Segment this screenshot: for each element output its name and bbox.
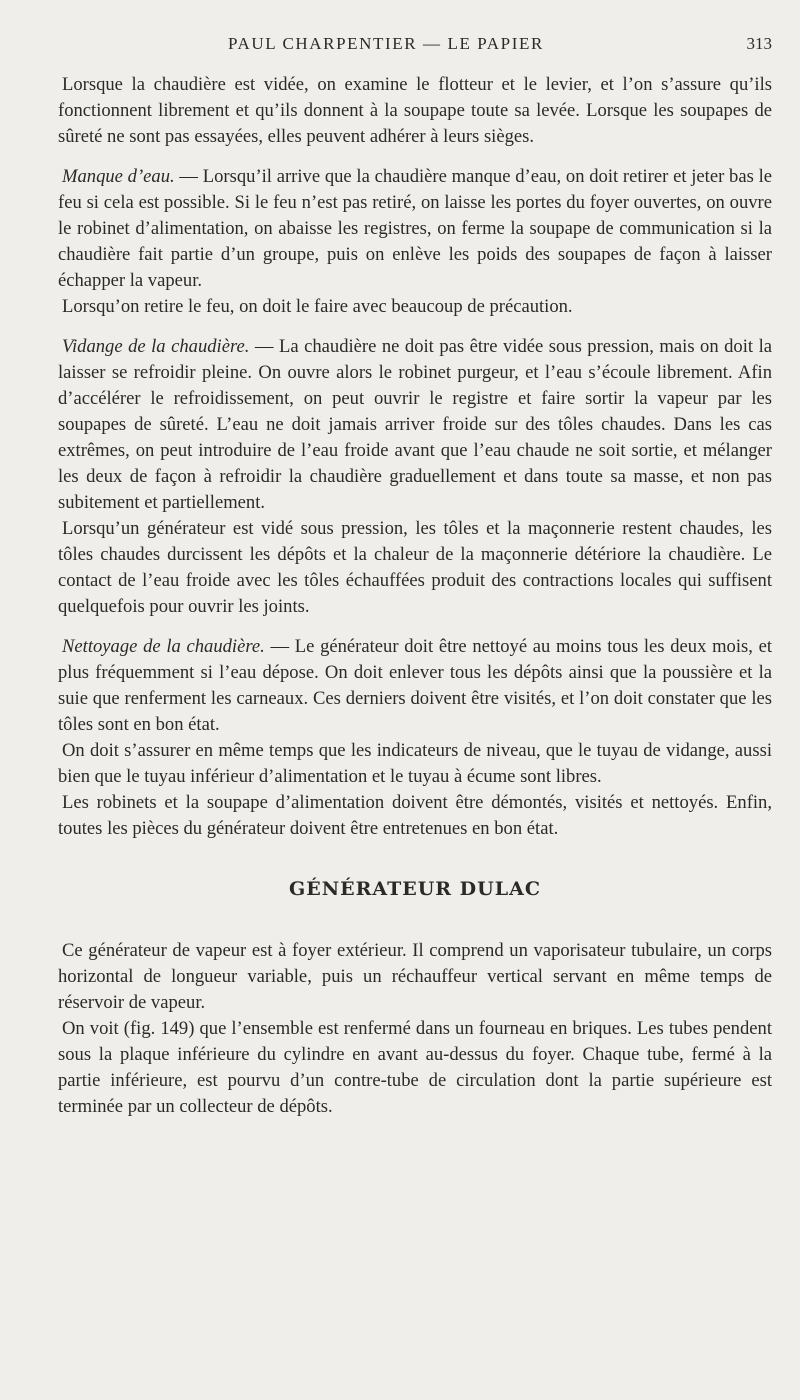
paragraph-text: — Lorsqu’il arrive que la chaudière manque d’eau, on doit retirer et jeter bas le feu si cela est possible. Si le feu n’est pas retiré, on laisse les portes du foyer ouvertes, on ouvre le robinet d’alimentation, on abaisse les registres, on ferme la soupape de communication si la chaudière fait partie d’un groupe, puis on enlève les poids des soupapes de façon à laisser échapper la vapeur. bbox=[58, 166, 773, 291]
paragraph-nettoyage bbox=[58, 634, 772, 738]
paragraph: On doit s’assurer en même temps que les indicateurs de niveau, que le tuyau de vidange, aussi bien que le tuyau inférieur d’alimentation et le tuyau à écume sont libres. bbox=[58, 740, 772, 787]
paragraph-heading: Nettoyage de la chaudière. bbox=[62, 636, 265, 657]
paragraph-text: — La chaudière ne doit pas être vidée sous pression, mais on doit la laisser se refroidir pleine. On ouvre alors le robinet purgeur, et l’eau s’écoule librement. Afin d’accélérer le refroidissement, on peut ouvrir le registre et faire sortir la vapeur par les soupapes de sûreté. L’eau ne doit jamais arriver froide sur des tôles chaudes. Dans les cas extrêmes, on peut introduire de l’eau froide avant que l’eau chaude ne soit sortie, et mélanger les deux de façon à refroidir la chaudière graduellement et dans toute sa masse, et non pas subitement et partiellement. bbox=[58, 336, 772, 513]
section-heading: GÉNÉRATEUR DULAC bbox=[289, 878, 541, 900]
paragraph-text: — Le générateur doit être nettoyé au moins tous les deux mois, et plus fréquemment si l’eau dépose. On doit enlever tous les dépôts ainsi que la poussière et la suie que renferment les carneaux. Ces derniers doivent être visités, et l’on doit constater que les tôles sont en bon état. bbox=[58, 636, 772, 735]
paragraph: Lorsqu’on retire le feu, on doit le faire avec beaucoup de précaution. bbox=[62, 296, 573, 317]
paragraph-vidange bbox=[58, 334, 772, 516]
page-body bbox=[58, 72, 772, 1120]
paragraph: Les robinets et la soupape d’alimentation doivent être démontés, visités et nettoyés. Enfin, toutes les pièces du générateur doivent être entretenues en bon état. bbox=[58, 792, 772, 839]
paragraph-heading: Manque d’eau. bbox=[62, 166, 175, 187]
running-header bbox=[58, 34, 772, 58]
paragraph: Lorsque la chaudière est vidée, on examine le flotteur et le levier, et l’on s’assure qu’ils fonctionnent librement et qu’ils donnent à la soupape toute sa levée. Lorsque les soupapes de sûreté ne sont pas essayées, elles peuvent adhérer à leurs sièges. bbox=[58, 74, 772, 147]
paragraph-heading: Vidange de la chaudière. bbox=[62, 336, 250, 357]
paragraph: Ce générateur de vapeur est à foyer extérieur. Il comprend un vaporisateur tubulaire, un corps horizontal de longueur variable, puis un réchauffeur vertical servant en même temps de réservoir de vapeur. bbox=[58, 940, 772, 1013]
page-number: 313 bbox=[746, 34, 772, 53]
paragraph-manque-deau bbox=[58, 164, 772, 294]
paragraph: On voit (fig. 149) que l’ensemble est renfermé dans un fourneau en briques. Les tubes pendent sous la plaque inférieure du cylindre en avant au-dessus du foyer. Chaque tube, fermé à la partie inférieure, est pourvu d’un contre-tube de circulation dont la partie supérieure est terminée par un collecteur de dépôts. bbox=[58, 1018, 772, 1117]
running-title: PAUL CHARPENTIER — LE PAPIER bbox=[228, 34, 544, 53]
paragraph: Lorsqu’un générateur est vidé sous pression, les tôles et la maçonnerie restent chaudes, les tôles chaudes durcissent les dépôts et la chaleur de la maçonnerie détériore la chaudière. Le contact de l’eau froide avec les tôles échauffées produit des contractions locales qui suffisent quelquefois pour ouvrir les joints. bbox=[58, 518, 772, 617]
